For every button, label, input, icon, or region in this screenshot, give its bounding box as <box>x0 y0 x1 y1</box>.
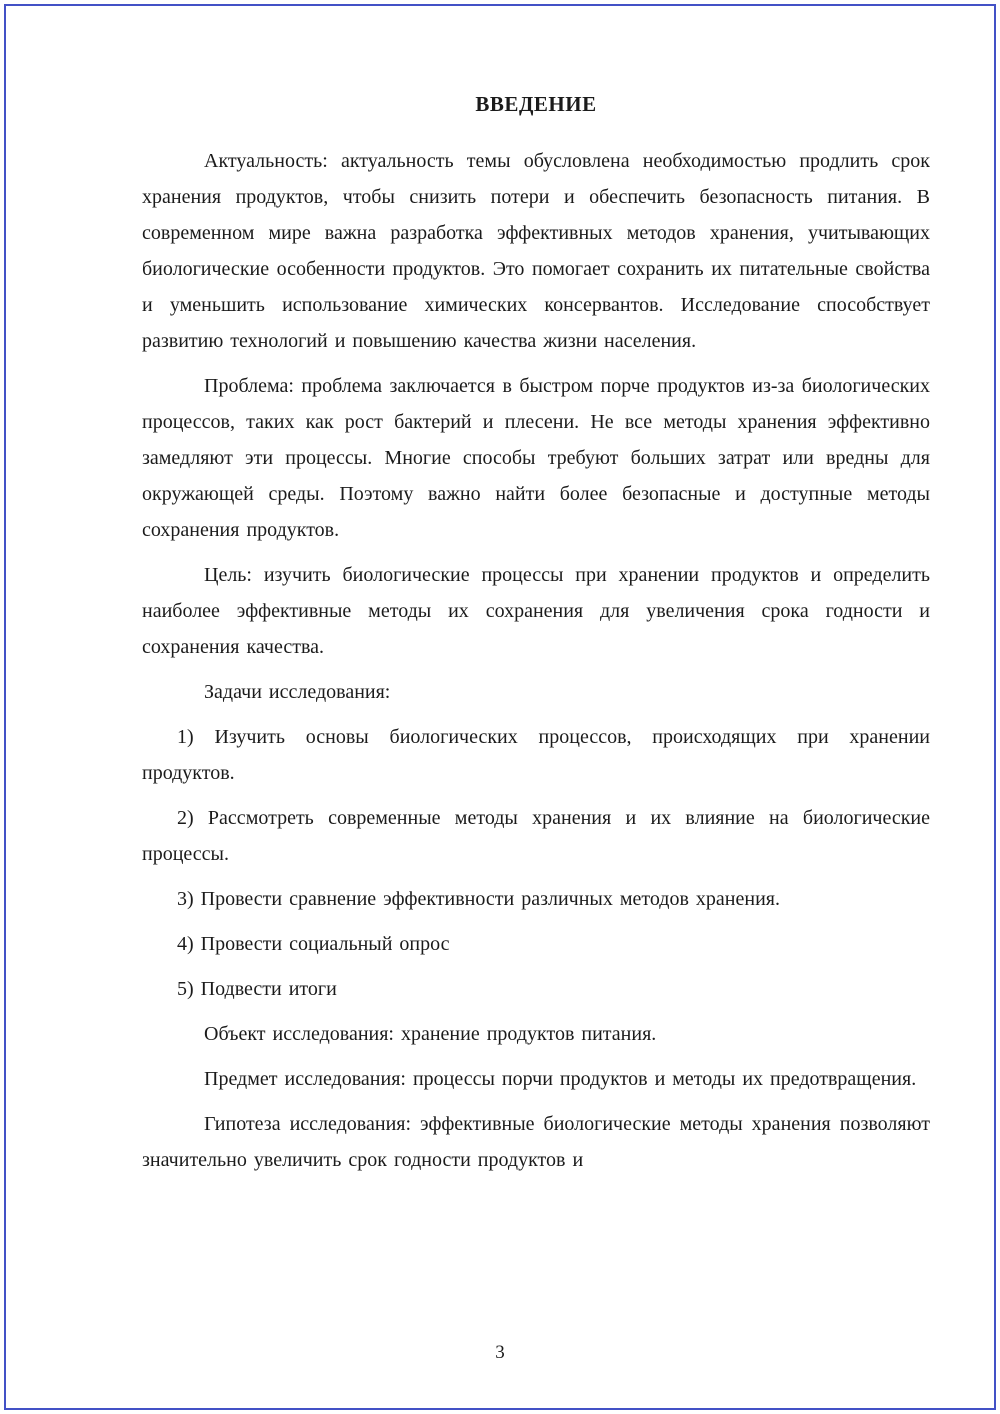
task-item-5: 5) Подвести итоги <box>177 978 337 1000</box>
paragraph-subject: Предмет исследования: процессы порчи продуктов и методы их предотвращения. <box>204 1068 917 1090</box>
page-title: ВВЕДЕНИЕ <box>475 92 597 116</box>
document-content <box>142 92 930 1187</box>
tasks-heading: Задачи исследования: <box>204 681 391 703</box>
paragraph-hypothesis: Гипотеза исследования: эффективные биологические методы хранения позволяют значительно увеличить срок годности продуктов и <box>142 1113 930 1171</box>
task-item-4: 4) Провести социальный опрос <box>177 933 450 955</box>
task-item-2: 2) Рассмотреть современные методы хранения и их влияние на биологические процессы. <box>142 807 930 865</box>
paragraph-object: Объект исследования: хранение продуктов питания. <box>204 1023 657 1045</box>
task-item-1: 1) Изучить основы биологических процессов, происходящих при хранении продуктов. <box>142 726 930 784</box>
paragraph-relevance: Актуальность: актуальность темы обусловлена необходимостью продлить срок хранения продуктов, чтобы снизить потери и обеспечить безопасность питания. В современном мире важна разработка эффективных методов хранения, учитывающих биологические особенности продуктов. Это помогает сохранить их питательные свойства и уменьшить использование химических консервантов. Исследование способствует развитию технологий и повышению качества жизни населения. <box>142 150 930 352</box>
paragraph-problem: Проблема: проблема заключается в быстром порче продуктов из-за биологических процессов, таких как рост бактерий и плесени. Не все методы хранения эффективно замедляют эти процессы. Многие способы требуют больших затрат или вредны для окружающей среды. Поэтому важно найти более безопасные и доступные методы сохранения продуктов. <box>142 375 930 541</box>
task-item-3: 3) Провести сравнение эффективности различных методов хранения. <box>177 888 780 910</box>
page-number: 3 <box>495 1342 505 1363</box>
paragraph-goal: Цель: изучить биологические процессы при хранении продуктов и определить наиболее эффективные методы их сохранения для увеличения срока годности и сохранения качества. <box>142 564 930 658</box>
